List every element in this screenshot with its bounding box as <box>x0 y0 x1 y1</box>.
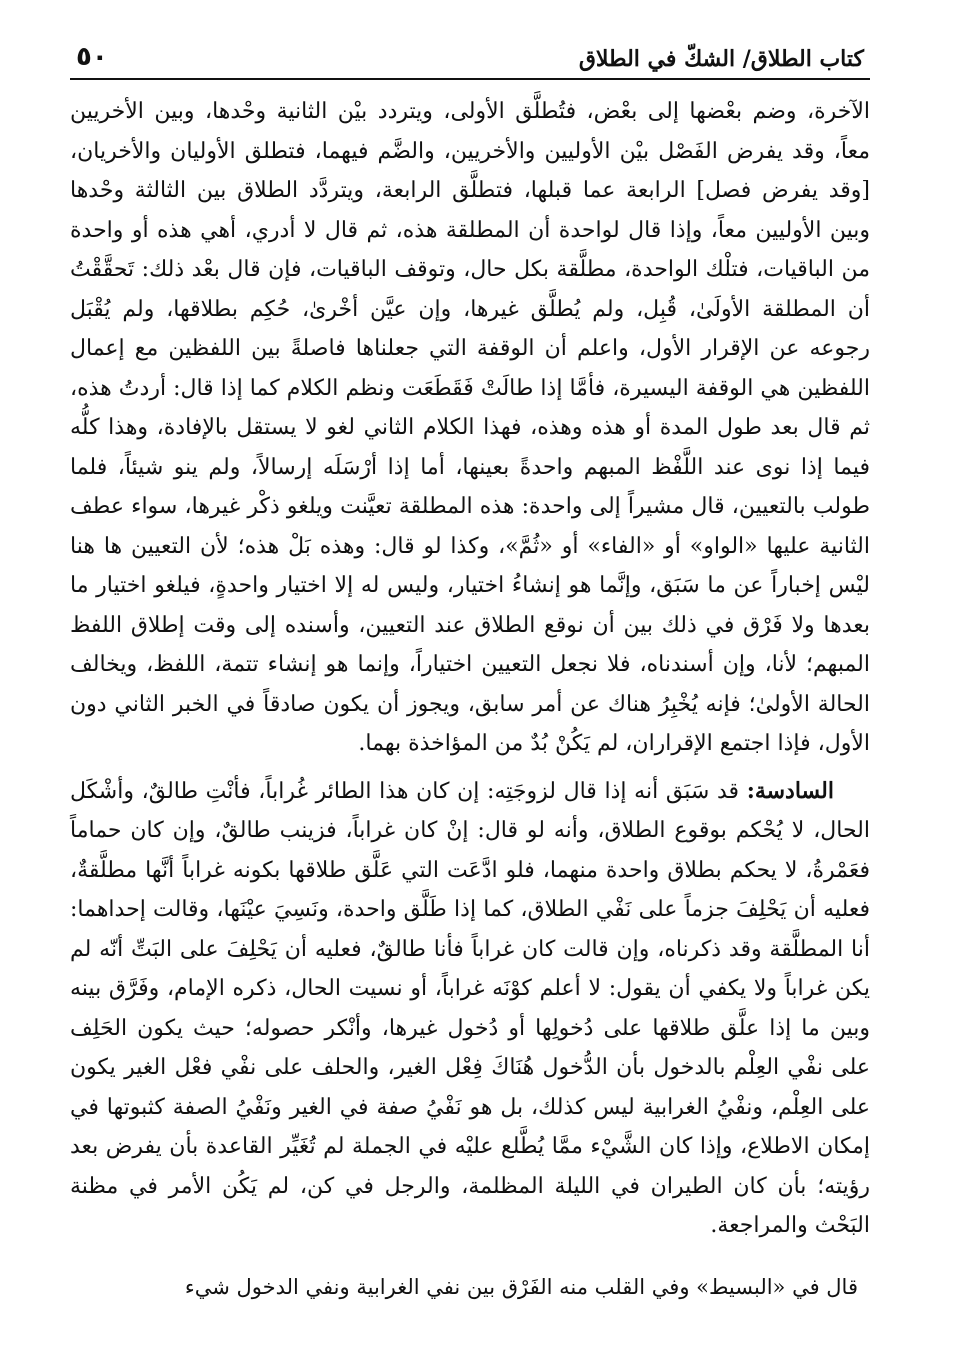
header-title: كتاب الطلاق/ الشكّ في الطلاق <box>578 46 864 72</box>
section-gap <box>70 1246 870 1260</box>
page-number: ٥٠ <box>76 42 108 72</box>
footnote-paragraph: قال في «البسيط» وفي القلب منه الفَرْق بين نفي الغرابية ونفي الدخول شيء <box>184 1274 858 1299</box>
running-header <box>70 30 870 80</box>
book-page <box>70 30 870 1350</box>
paragraph-2-text: قد سَبَق أنه إذا قال لزوجَتِه: إن كان هذا الطائر غُراباً، فأنْتِ طالقٌ، وأشْكَل الحال، لا يُحْكم بوقوع الطلاق، وأنه لو قال: إنْ كان غراباً، فزينب طالقٌ، وإن كان حماماً فعَمْرةُ، لا يحكم بطلاق واحدة منهما، فلو ادَّعَت التي عَلَّق طلاقها بكونه غراباً أنَّها مطلَّقةٌ، فعليه أن يَحْلِفَ جزماً على نَفْي الطلاق، كما إذا طَلَّق واحدة، ونَسِيَ عيْنَها، وقالت إحداهما: أنا المطلَّقة وقد ذكرناه، وإن قالت كان غراباً فأنا طالقٌ، فعليه أن يَحْلِفَ على البَتِّ أنّه لم يكن غراباً ولا يكفي أن يقول: لا أعلم كوْنَه غراباً، أو نسيت الحال، ذكره الإمام، وفَرَّق بينه وبين ما إذا علَّق طلاقها على دُخولِها أو دُخول غيرها، وأنْكر حصوله؛ حيث يكون الحَلِف على نفْي العِلْم بالدخول بأن الدُّخول هُنَاكَ فِعْل الغير، والحلف على نفْي فعْل الغير يكون على العِلْم، ونفْيُ الغرابية ليس كذلك، بل هو نَفْيُ صفة في الغير ونَفْيُ الصفة كثبوتها في إمكان الاطلاع، وإذا كان الشَّيْء ممَّا يُطَّلع عليْه في الجملة لم تُغَيِّر القاعدة بأن يفرض بعد رؤيته؛ بأن كان الطيران في الليلة المظلمة، والرجل في كن، لم يَكُن الأمر في مظنة البَحْث والمراجعة. <box>70 778 870 1238</box>
paragraph-2 <box>70 772 870 1246</box>
section-heading-sixth: السادسة: <box>746 777 834 804</box>
main-text <box>70 92 870 1306</box>
paragraph-1: الآخرة، وضم بعْضها إلى بعْض، فتُطلَّق الأولى، ويتردد بيْن الثانية وحْدها، وبين الأخريين معاً، وقد يفرض الفَصْل بيْن الأوليين والأخريين، والضَّم فيهما، فتطلق الأوليان والأخريان، [وقد يفرض فصل] الرابعة عما قبلها، فتطلَّق الرابعة، ويتردَّد الطلاق بين الثالثة وحْدها وبين الأوليين معاً، وإذا قال لواحدة أن المطلقة هذه، ثم قال لا أدري، أهي هذه أو واحدة من الباقيات، فتلْك الواحدة، مطلَّقة بكل حال، وتوقف الباقيات، فإن قال بعْد ذلك: تَحقَّقْتُ أن المطلقة الأولَىٰ، قُبِل، ولم يُطلَّق غيرها، وإن عيَّن أخْرىٰ، حُكِم بطلاقها، ولم يُقْبَل رجوعه عن الإقرار الأول، واعلم أن الوقفة التي جعلناها فاصلةً بين اللفظين مع إعمال اللفظين هي الوقفة اليسيرة، فأمَّا إذا طالَتْ فَقَطَعَت ونظم الكلام كما إذا قال: أردتُ هذه، ثم قال بعد طول المدة أو هذه وهذه، فهذا الكلام الثاني لغو لا يستقل بالإفادة، وهذا كلُّه فيما إذا نوى عند اللَّفْظ المبهم واحدةً بعينها، أما إذا أرْسَلَه إرسالاً، ولم ينو شيئاً، فلما طولب بالتعيين، قال مشيراً إلى واحدة: هذه المطلقة تعيَّنت ويلغو ذكْر غيرها، سواء عطف الثانية عليها «الواو» أو «الفاء» أو «ثُمَّ»، وكذا لو قال: وهذه بَلْ هذه؛ لأن التعيين ها هنا ليْس إخباراً عن ما سَبَق، وإنَّما هو إنشاءُ اختيار، وليس له إلا اختيار واحدةٍ، فيلغو اختيار ما بعدها ولا فَرْق في ذلك بين أن نوقع الطلاق عند التعيين، وأسنده إلى وقت إطلاق اللفظ المبهم؛ لأنا، وإن أسندناه، فلا نجعل التعيين اختياراً، وإنما هو إنشاء تتمة، اللفظ، ويخالف الحالة الأولىٰ؛ فإنه يُخْبِرُ هناك عن أمر سابق، ويجوز أن يكون صادقاً في الخبر الثاني دون الأول، فإذا اجتمع الإقراران، لم يَكُنْ بُدٌ من المؤاخذة بهما. <box>70 99 870 756</box>
